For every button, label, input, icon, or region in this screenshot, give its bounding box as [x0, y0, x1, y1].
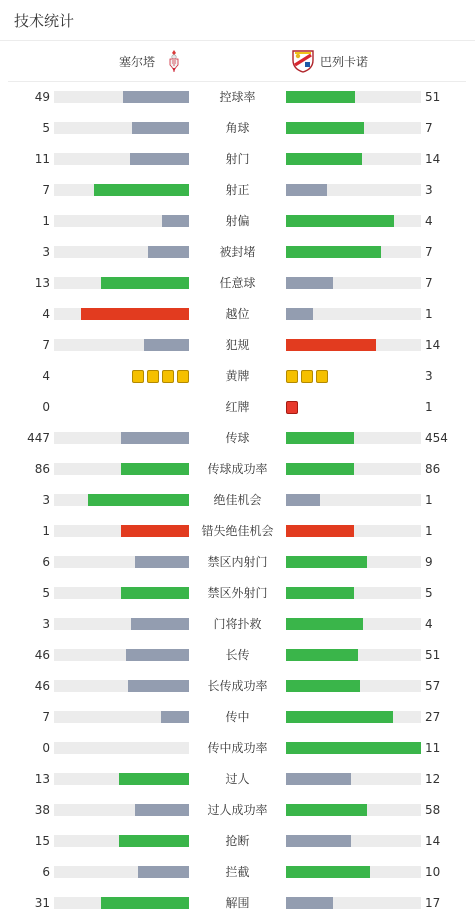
- yellow-card-icon: [177, 370, 189, 383]
- home-stat-bar-fill: [121, 587, 189, 599]
- away-stat-bar: [286, 649, 421, 661]
- home-stat-bar-fill: [131, 618, 189, 630]
- away-stat-bar-fill: [286, 804, 367, 816]
- stat-label: 抢断: [225, 834, 250, 848]
- away-stat-bar: [286, 804, 421, 816]
- stat-row: [0, 268, 475, 299]
- home-stat-bar: [54, 742, 189, 754]
- yellow-card-icon: [301, 370, 313, 383]
- home-stat-bar-fill: [128, 680, 189, 692]
- stat-label: 越位: [225, 307, 250, 321]
- away-stat-bar-fill: [286, 835, 351, 847]
- away-stat-value: 27: [425, 710, 441, 724]
- away-stat-bar-fill: [286, 122, 364, 134]
- home-stat-value: 3: [42, 493, 50, 507]
- stat-label: 传中: [225, 710, 250, 724]
- yellow-card-icon: [316, 370, 328, 383]
- home-stat-value: 7: [42, 710, 50, 724]
- away-stat-value: 7: [425, 121, 433, 135]
- away-stat-bar-fill: [286, 463, 354, 475]
- away-stat-bar: [286, 680, 421, 692]
- home-stat-bar: [54, 525, 189, 537]
- away-stat-bar: [286, 897, 421, 909]
- stat-row: [0, 733, 475, 764]
- away-stat-bar-fill: [286, 897, 333, 909]
- stat-row: [0, 423, 475, 454]
- home-stat-bar: [54, 556, 189, 568]
- home-stat-bar-fill: [81, 308, 189, 320]
- away-stat-bar: [286, 556, 421, 568]
- away-stat-value: 454: [425, 431, 448, 445]
- stat-label: 控球率: [219, 90, 256, 104]
- home-stat-value: 0: [42, 741, 50, 755]
- home-stat-bar: [54, 184, 189, 196]
- away-stat-value: 11: [425, 741, 441, 755]
- home-stat-value: 86: [34, 462, 50, 476]
- away-stat-bar: [286, 525, 421, 537]
- away-stat-bar: [286, 308, 421, 320]
- stat-label: 解围: [225, 896, 250, 910]
- away-stat-bar-fill: [286, 494, 320, 506]
- home-stat-bar: [54, 153, 189, 165]
- away-stat-bar: [286, 215, 421, 227]
- away-stat-value: 14: [425, 152, 441, 166]
- away-stat-bar: [286, 432, 421, 444]
- home-stat-value: 7: [42, 338, 50, 352]
- stat-label: 禁区内射门: [207, 555, 268, 569]
- away-stat-bar-fill: [286, 866, 370, 878]
- home-stat-bar: [54, 587, 189, 599]
- stat-row: [0, 144, 475, 175]
- stat-row: [0, 175, 475, 206]
- home-stat-bar-fill: [88, 494, 189, 506]
- stat-label: 犯规: [225, 338, 250, 352]
- stat-row: [0, 330, 475, 361]
- away-stat-bar-fill: [286, 339, 376, 351]
- home-stat-bar: [54, 711, 189, 723]
- home-stat-value: 1: [42, 214, 50, 228]
- away-stat-bar-fill: [286, 277, 333, 289]
- stats-list: [0, 82, 475, 919]
- away-stat-value: 51: [425, 648, 441, 662]
- stat-label: 过人成功率: [207, 803, 268, 817]
- away-stat-value: 14: [425, 834, 441, 848]
- home-stat-value: 4: [42, 307, 50, 321]
- away-stat-bar: [286, 463, 421, 475]
- home-stat-bar: [54, 122, 189, 134]
- stat-row: [0, 888, 475, 919]
- stat-row: [0, 640, 475, 671]
- away-stat-bar: [286, 91, 421, 103]
- home-stat-value: 46: [34, 679, 50, 693]
- home-stat-value: 4: [42, 369, 50, 383]
- away-stat-value: 5: [425, 586, 433, 600]
- home-stat-bar: [54, 866, 189, 878]
- home-stat-bar: [54, 835, 189, 847]
- away-stat-bar-fill: [286, 215, 394, 227]
- away-stat-value: 1: [425, 493, 433, 507]
- stat-label: 射偏: [225, 214, 250, 228]
- stat-row: [0, 392, 475, 423]
- home-stat-value: 3: [42, 617, 50, 631]
- stat-label: 射正: [225, 183, 250, 197]
- home-cards: [132, 370, 189, 383]
- away-cards: [286, 401, 298, 414]
- stat-label: 错失绝佳机会: [201, 524, 274, 538]
- stat-label: 长传: [225, 648, 250, 662]
- stat-row: [0, 82, 475, 113]
- home-stat-bar: [54, 494, 189, 506]
- home-stat-value: 11: [34, 152, 50, 166]
- away-stat-bar-fill: [286, 618, 363, 630]
- home-stat-bar-fill: [121, 463, 189, 475]
- away-stat-bar: [286, 866, 421, 878]
- home-stat-bar-fill: [94, 184, 189, 196]
- red-card-icon: [286, 401, 298, 414]
- home-stat-bar-fill: [121, 525, 189, 537]
- home-stat-bar-fill: [119, 835, 189, 847]
- away-stat-value: 1: [425, 400, 433, 414]
- away-stat-bar: [286, 277, 421, 289]
- home-team-name: 塞尔塔: [118, 54, 155, 69]
- away-stat-bar-fill: [286, 246, 381, 258]
- away-stat-bar-fill: [286, 711, 393, 723]
- home-stat-bar-fill: [119, 773, 189, 785]
- yellow-card-icon: [132, 370, 144, 383]
- away-stat-bar: [286, 246, 421, 258]
- home-stat-bar-fill: [101, 897, 189, 909]
- away-stat-bar: [286, 835, 421, 847]
- stat-label: 拦截: [225, 865, 250, 879]
- away-stat-bar-fill: [286, 432, 354, 444]
- home-stat-bar-fill: [130, 153, 189, 165]
- home-stat-bar: [54, 215, 189, 227]
- stat-label: 传球: [225, 431, 250, 445]
- stat-label: 黄牌: [225, 369, 250, 383]
- stat-row: [0, 113, 475, 144]
- home-stat-bar: [54, 618, 189, 630]
- away-stat-value: 1: [425, 524, 433, 538]
- away-stat-value: 17: [425, 896, 441, 910]
- stat-row: [0, 671, 475, 702]
- home-stat-value: 1: [42, 524, 50, 538]
- home-stat-bar-fill: [123, 91, 189, 103]
- home-stat-value: 7: [42, 183, 50, 197]
- home-stat-value: 15: [34, 834, 50, 848]
- away-stat-value: 7: [425, 245, 433, 259]
- away-stat-bar-fill: [286, 525, 354, 537]
- home-stat-value: 3: [42, 245, 50, 259]
- away-stat-bar: [286, 339, 421, 351]
- home-stat-bar-fill: [132, 122, 189, 134]
- stat-label: 传球成功率: [207, 462, 268, 476]
- away-stat-bar-fill: [286, 308, 313, 320]
- away-stat-bar-fill: [286, 649, 358, 661]
- away-stat-bar-fill: [286, 680, 360, 692]
- yellow-card-icon: [162, 370, 174, 383]
- away-stat-value: 10: [425, 865, 441, 879]
- stat-row: [0, 206, 475, 237]
- home-stat-bar-fill: [161, 711, 189, 723]
- stat-row: [0, 578, 475, 609]
- home-team[interactable]: [119, 48, 185, 74]
- away-stat-bar-fill: [286, 742, 421, 754]
- away-stat-bar-fill: [286, 153, 362, 165]
- stat-row: [0, 826, 475, 857]
- away-stat-bar: [286, 494, 421, 506]
- home-stat-bar-fill: [101, 277, 189, 289]
- stat-row: [0, 485, 475, 516]
- home-stat-bar: [54, 308, 189, 320]
- stat-row: [0, 361, 475, 392]
- yellow-card-icon: [286, 370, 298, 383]
- home-stat-bar: [54, 463, 189, 475]
- stat-row: [0, 795, 475, 826]
- home-stat-bar-fill: [148, 246, 189, 258]
- stat-label: 角球: [225, 121, 250, 135]
- away-stat-bar: [286, 773, 421, 785]
- home-stat-value: 46: [34, 648, 50, 662]
- away-cards: [286, 370, 328, 383]
- home-stat-bar-fill: [135, 804, 189, 816]
- home-stat-bar-fill: [135, 556, 189, 568]
- home-stat-bar: [54, 91, 189, 103]
- home-stat-value: 6: [42, 865, 50, 879]
- home-stat-bar: [54, 339, 189, 351]
- stat-label: 绝佳机会: [213, 493, 262, 507]
- away-stat-bar-fill: [286, 91, 355, 103]
- stat-row: [0, 547, 475, 578]
- celta-crest-icon: [163, 48, 185, 74]
- home-stat-value: 5: [42, 121, 50, 135]
- home-stat-bar: [54, 246, 189, 258]
- away-stat-bar-fill: [286, 587, 354, 599]
- away-stat-value: 4: [425, 617, 433, 631]
- away-stat-value: 86: [425, 462, 441, 476]
- home-stat-value: 6: [42, 555, 50, 569]
- away-stat-bar: [286, 587, 421, 599]
- home-stat-bar-fill: [138, 866, 189, 878]
- away-stat-value: 1: [425, 307, 433, 321]
- home-stat-bar: [54, 773, 189, 785]
- away-stat-bar: [286, 153, 421, 165]
- home-stat-value: 447: [27, 431, 50, 445]
- away-stat-value: 58: [425, 803, 441, 817]
- stat-row: [0, 516, 475, 547]
- away-stat-bar-fill: [286, 773, 351, 785]
- home-stat-value: 13: [34, 276, 50, 290]
- home-stat-bar: [54, 680, 189, 692]
- home-stat-value: 5: [42, 586, 50, 600]
- rayo-crest-icon: [290, 48, 316, 74]
- away-stat-bar: [286, 742, 421, 754]
- stat-row: [0, 609, 475, 640]
- stat-label: 被封堵: [219, 245, 256, 259]
- stat-row: [0, 857, 475, 888]
- home-stat-bar: [54, 804, 189, 816]
- home-stat-bar: [54, 649, 189, 661]
- stat-label: 禁区外射门: [207, 586, 268, 600]
- home-stat-value: 31: [34, 896, 50, 910]
- away-team-name: 巴列卡诺: [320, 54, 369, 69]
- away-stat-value: 3: [425, 183, 433, 197]
- stat-label: 长传成功率: [207, 679, 268, 693]
- page-title: 技术统计: [14, 12, 75, 30]
- home-stat-bar-fill: [144, 339, 189, 351]
- home-stat-bar: [54, 897, 189, 909]
- stat-label: 传中成功率: [207, 741, 268, 755]
- away-stat-bar: [286, 711, 421, 723]
- away-team[interactable]: [290, 48, 368, 74]
- away-stat-value: 57: [425, 679, 441, 693]
- home-stat-value: 13: [34, 772, 50, 786]
- away-stat-bar-fill: [286, 556, 367, 568]
- home-stat-value: 49: [34, 90, 50, 104]
- away-stat-value: 4: [425, 214, 433, 228]
- home-stat-bar: [54, 277, 189, 289]
- away-stat-value: 14: [425, 338, 441, 352]
- stat-row: [0, 237, 475, 268]
- away-stat-bar: [286, 184, 421, 196]
- away-stat-bar: [286, 618, 421, 630]
- yellow-card-icon: [147, 370, 159, 383]
- stat-row: [0, 454, 475, 485]
- header-divider: [0, 40, 475, 41]
- away-stat-value: 7: [425, 276, 433, 290]
- away-stat-value: 9: [425, 555, 433, 569]
- away-stat-value: 3: [425, 369, 433, 383]
- stat-label: 任意球: [219, 276, 256, 290]
- stat-label: 过人: [225, 772, 250, 786]
- home-stat-bar-fill: [162, 215, 189, 227]
- away-stat-value: 51: [425, 90, 441, 104]
- stat-label: 红牌: [225, 400, 250, 414]
- home-stat-bar-fill: [126, 649, 189, 661]
- home-stat-value: 38: [34, 803, 50, 817]
- home-stat-bar-fill: [121, 432, 189, 444]
- home-stat-value: 0: [42, 400, 50, 414]
- stat-label: 射门: [225, 152, 250, 166]
- stat-row: [0, 764, 475, 795]
- stat-row: [0, 702, 475, 733]
- away-stat-bar-fill: [286, 184, 327, 196]
- away-stat-bar: [286, 122, 421, 134]
- home-stat-bar: [54, 432, 189, 444]
- away-stat-value: 12: [425, 772, 441, 786]
- stat-row: [0, 299, 475, 330]
- stat-label: 门将扑救: [213, 617, 262, 631]
